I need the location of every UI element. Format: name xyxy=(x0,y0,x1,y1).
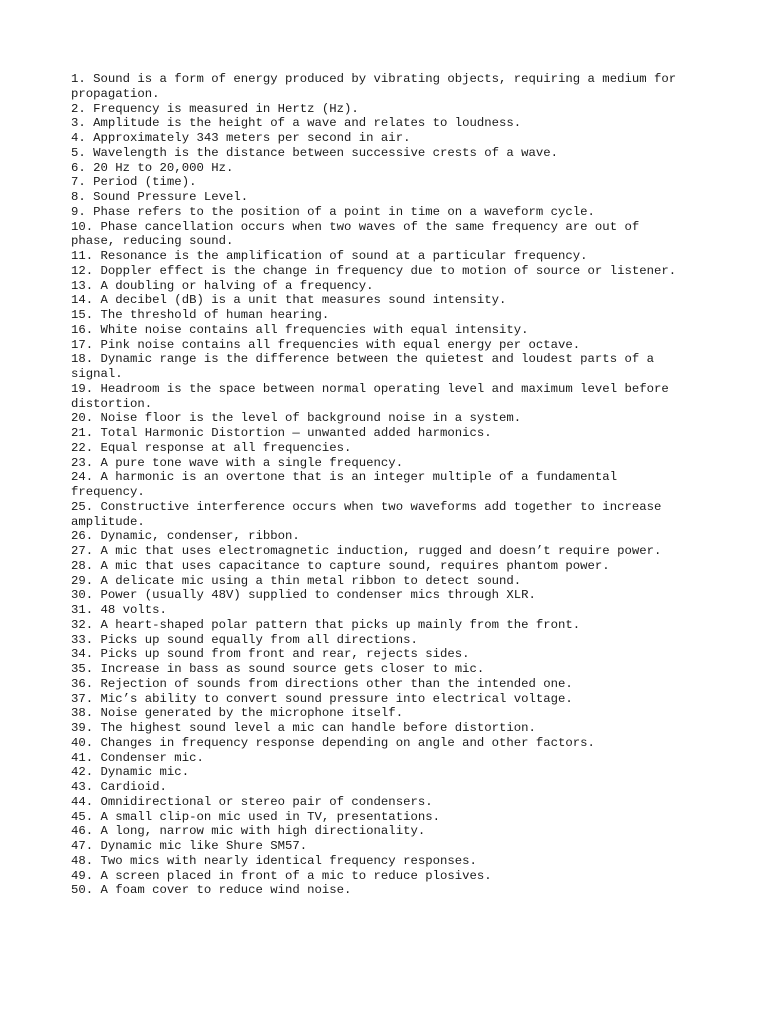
answer-line: 17. Pink noise contains all frequencies with equal energy per octave. xyxy=(71,337,581,352)
answer-line: 24. A harmonic is an overtone that is an integer multiple of a fundamental xyxy=(71,470,618,485)
answer-line: 46. A long, narrow mic with high directionality. xyxy=(71,824,426,839)
answer-line: 25. Constructive interference occurs when two waveforms add together to increase xyxy=(71,499,662,514)
answer-line: 37. Mic’s ability to convert sound pressure into electrical voltage. xyxy=(71,691,573,706)
answer-line: 35. Increase in bass as sound source gets closer to mic. xyxy=(71,662,485,676)
answer-line: 48. Two mics with nearly identical frequency responses. xyxy=(71,853,477,868)
answer-line: 13. A doubling or halving of a frequency. xyxy=(71,278,374,293)
answer-line: 42. Dynamic mic. xyxy=(71,765,190,780)
answer-list xyxy=(71,72,696,898)
answer-line: 44. Omnidirectional or stereo pair of condensers. xyxy=(71,794,433,809)
answer-line: 6. 20 Hz to 20,000 Hz. xyxy=(71,160,234,175)
answer-line: 12. Doppler effect is the change in frequency due to motion of source or listener. xyxy=(71,263,677,278)
answer-line: 28. A mic that uses capacitance to capture sound, requires phantom power. xyxy=(71,558,610,573)
answer-line: distortion. xyxy=(71,396,153,411)
answer-line: 49. A screen placed in front of a mic to reduce plosives. xyxy=(71,868,492,883)
answer-line: 19. Headroom is the space between normal operating level and maximum level before xyxy=(71,381,669,396)
answer-line: 8. Sound Pressure Level. xyxy=(71,190,249,204)
answer-line: 41. Condenser mic. xyxy=(71,750,204,765)
answer-line: frequency. xyxy=(71,485,145,499)
answer-line: 1. Sound is a form of energy produced by vibrating objects, requiring a medium for xyxy=(71,72,677,86)
answer-line: 20. Noise floor is the level of background noise in a system. xyxy=(71,411,522,426)
answer-line: 16. White noise contains all frequencies with equal intensity. xyxy=(71,322,529,337)
answer-line: 9. Phase refers to the position of a point in time on a waveform cycle. xyxy=(71,204,595,219)
answer-line: 33. Picks up sound equally from all directions. xyxy=(71,632,418,647)
answer-line: 11. Resonance is the amplification of sound at a particular frequency. xyxy=(71,249,588,263)
answer-line: 38. Noise generated by the microphone itself. xyxy=(71,706,404,721)
answer-line: 47. Dynamic mic like Shure SM57. xyxy=(71,839,308,853)
answer-line: 5. Wavelength is the distance between successive crests of a wave. xyxy=(71,145,559,160)
answer-line: signal. xyxy=(71,367,123,381)
answer-line: 29. A delicate mic using a thin metal ribbon to detect sound. xyxy=(71,573,522,588)
answer-line: 36. Rejection of sounds from directions other than the intended one. xyxy=(71,676,573,691)
answer-line: 23. A pure tone wave with a single frequency. xyxy=(71,455,404,470)
answer-line: 50. A foam cover to reduce wind noise. xyxy=(71,883,352,898)
answer-line: 7. Period (time). xyxy=(71,175,197,190)
answer-line: 31. 48 volts. xyxy=(71,603,167,617)
answer-line: 3. Amplitude is the height of a wave and relates to loudness. xyxy=(71,116,522,131)
answer-line: 18. Dynamic range is the difference between the quietest and loudest parts of a xyxy=(71,352,654,367)
answer-line: 43. Cardioid. xyxy=(71,780,167,794)
answer-line: 45. A small clip-on mic used in TV, presentations. xyxy=(71,809,440,824)
answer-line: propagation. xyxy=(71,86,160,101)
answer-line: amplitude. xyxy=(71,514,145,529)
answer-line: 40. Changes in frequency response depending on angle and other factors. xyxy=(71,735,595,750)
answer-line: 10. Phase cancellation occurs when two waves of the same frequency are out of xyxy=(71,219,640,234)
answer-line: 22. Equal response at all frequencies. xyxy=(71,440,352,455)
answer-line: phase, reducing sound. xyxy=(71,234,234,249)
answer-line: 15. The threshold of human hearing. xyxy=(71,308,330,322)
answer-line: 30. Power (usually 48V) supplied to condenser mics through XLR. xyxy=(71,588,536,603)
answer-line: 4. Approximately 343 meters per second in air. xyxy=(71,131,411,145)
answer-line: 14. A decibel (dB) is a unit that measures sound intensity. xyxy=(71,293,507,308)
answer-line: 2. Frequency is measured in Hertz (Hz). xyxy=(71,101,359,116)
answer-line: 26. Dynamic, condenser, ribbon. xyxy=(71,529,300,544)
answer-line: 27. A mic that uses electromagnetic induction, rugged and doesn’t require power. xyxy=(71,544,662,558)
answer-line: 34. Picks up sound from front and rear, rejects sides. xyxy=(71,647,470,662)
answer-line: 32. A heart-shaped polar pattern that picks up mainly from the front. xyxy=(71,617,581,632)
answer-line: 21. Total Harmonic Distortion — unwanted added harmonics. xyxy=(71,426,492,440)
answer-line: 39. The highest sound level a mic can handle before distortion. xyxy=(71,721,536,735)
